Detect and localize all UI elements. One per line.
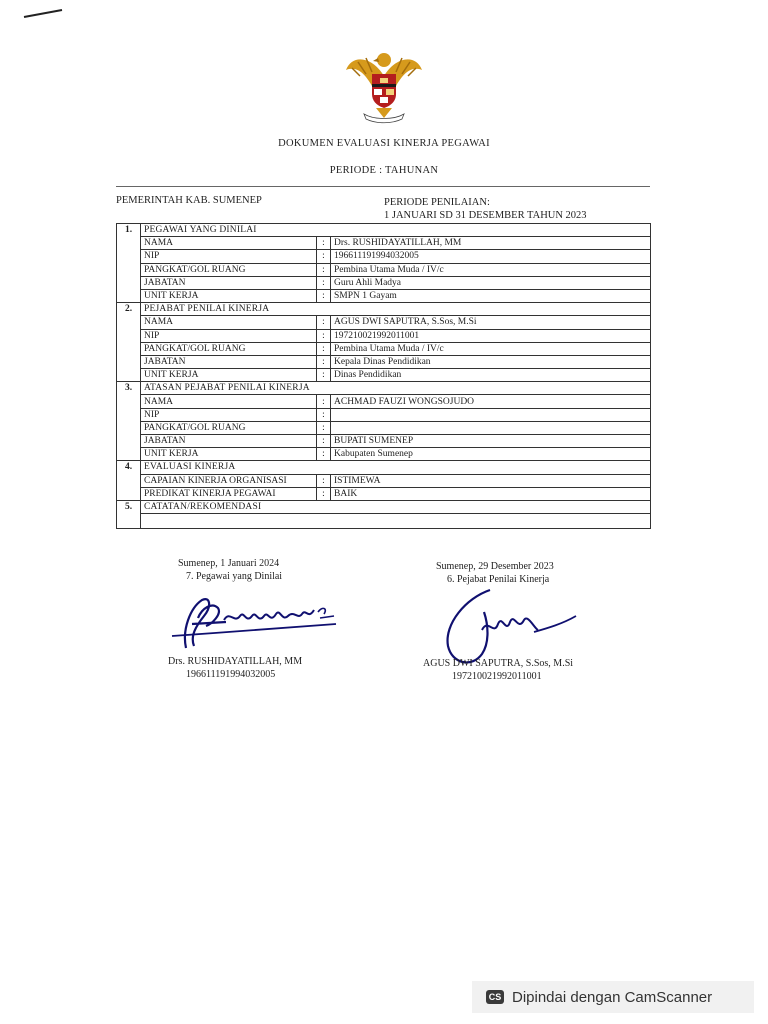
table-row <box>117 395 651 408</box>
section-header <box>117 500 651 513</box>
field-value: SMPN 1 Gayam <box>331 289 651 302</box>
field-value: Pembina Utama Muda / IV/c <box>331 263 651 276</box>
field-label: CAPAIAN KINERJA ORGANISASI <box>141 474 317 487</box>
section-number: 2. <box>117 303 141 382</box>
colon-separator: : <box>317 342 331 355</box>
field-label: UNIT KERJA <box>141 289 317 302</box>
colon-separator: : <box>317 237 331 250</box>
colon-separator: : <box>317 448 331 461</box>
field-value <box>331 421 651 434</box>
section-header <box>117 461 651 474</box>
table-row <box>117 276 651 289</box>
table-row <box>117 250 651 263</box>
colon-separator: : <box>317 355 331 368</box>
colon-separator: : <box>317 408 331 421</box>
evaluation-table <box>116 223 651 529</box>
field-value <box>331 408 651 421</box>
garuda-emblem-icon <box>342 46 426 124</box>
table-row <box>117 289 651 302</box>
right-signatory-nip: 197210021992011001 <box>452 671 542 682</box>
field-value: Pembina Utama Muda / IV/c <box>331 342 651 355</box>
document-title: DOKUMEN EVALUASI KINERJA PEGAWAI <box>278 138 490 149</box>
field-value: AGUS DWI SAPUTRA, S.Sos, M.Si <box>331 316 651 329</box>
left-handwritten-signature <box>168 590 340 654</box>
table-row <box>117 487 651 500</box>
section-number: 4. <box>117 461 141 501</box>
section-title: ATASAN PEJABAT PENILAI KINERJA <box>141 382 651 395</box>
field-value: Kabupaten Sumenep <box>331 448 651 461</box>
table-row <box>117 316 651 329</box>
field-label: NAMA <box>141 395 317 408</box>
table-row <box>117 421 651 434</box>
table-row <box>117 369 651 382</box>
notes-field <box>141 514 651 529</box>
colon-separator: : <box>317 276 331 289</box>
assessment-period-label: PERIODE PENILAIAN: <box>384 197 490 208</box>
camscanner-logo-icon: CS <box>486 990 504 1004</box>
header-divider <box>116 186 650 187</box>
section-number: 3. <box>117 382 141 461</box>
table-row <box>117 355 651 368</box>
section-header <box>117 303 651 316</box>
field-label: UNIT KERJA <box>141 448 317 461</box>
field-label: NIP <box>141 250 317 263</box>
section-title: PEGAWAI YANG DINILAI <box>141 224 651 237</box>
field-label: NAMA <box>141 316 317 329</box>
table-row <box>117 408 651 421</box>
right-signature-role: 6. Pejabat Penilai Kinerja <box>447 574 550 585</box>
camscanner-text: Dipindai dengan CamScanner <box>512 988 713 1006</box>
field-label: PANGKAT/GOL RUANG <box>141 421 317 434</box>
field-value: ACHMAD FAUZI WONGSOJUDO <box>331 395 651 408</box>
field-value: 196611191994032005 <box>331 250 651 263</box>
table-row <box>117 474 651 487</box>
field-value: Kepala Dinas Pendidikan <box>331 355 651 368</box>
table-row <box>117 329 651 342</box>
right-signature-date: Sumenep, 29 Desember 2023 <box>436 561 554 572</box>
left-signatory-name: Drs. RUSHIDAYATILLAH, MM <box>168 656 303 667</box>
colon-separator: : <box>317 289 331 302</box>
field-value: 197210021992011001 <box>331 329 651 342</box>
field-label: PREDIKAT KINERJA PEGAWAI <box>141 487 317 500</box>
colon-separator: : <box>317 435 331 448</box>
period-type: PERIODE : TAHUNAN <box>329 165 439 176</box>
field-label: PANGKAT/GOL RUANG <box>141 342 317 355</box>
colon-separator: : <box>317 263 331 276</box>
colon-separator: : <box>317 369 331 382</box>
government-name: PEMERINTAH KAB. SUMENEP <box>116 195 262 206</box>
field-label: JABATAN <box>141 276 317 289</box>
colon-separator: : <box>317 329 331 342</box>
colon-separator: : <box>317 395 331 408</box>
assessment-period <box>384 196 587 222</box>
section-title: EVALUASI KINERJA <box>141 461 651 474</box>
left-signature-date: Sumenep, 1 Januari 2024 <box>178 558 280 569</box>
section-number: 1. <box>117 224 141 303</box>
table-row <box>117 342 651 355</box>
right-signatory-name: AGUS DWI SAPUTRA, S.Sos, M.Si <box>423 658 574 669</box>
pen-mark <box>22 6 64 20</box>
table-row <box>117 237 651 250</box>
field-label: PANGKAT/GOL RUANG <box>141 263 317 276</box>
colon-separator: : <box>317 421 331 434</box>
field-value: ISTIMEWA <box>331 474 651 487</box>
section-title: PEJABAT PENILAI KINERJA <box>141 303 651 316</box>
field-label: UNIT KERJA <box>141 369 317 382</box>
field-value: Guru Ahli Madya <box>331 276 651 289</box>
field-label: NAMA <box>141 237 317 250</box>
section-title: CATATAN/REKOMENDASI <box>141 500 651 513</box>
section-header <box>117 224 651 237</box>
colon-separator: : <box>317 250 331 263</box>
section-header <box>117 382 651 395</box>
assessment-period-value: 1 JANUARI SD 31 DESEMBER TAHUN 2023 <box>384 210 587 221</box>
field-label: JABATAN <box>141 355 317 368</box>
table-row <box>117 263 651 276</box>
left-signature-role: 7. Pegawai yang Dinilai <box>186 571 283 582</box>
field-value: BUPATI SUMENEP <box>331 435 651 448</box>
field-value: BAIK <box>331 487 651 500</box>
table-row <box>117 435 651 448</box>
camscanner-watermark <box>472 981 754 1013</box>
table-row <box>117 448 651 461</box>
colon-separator: : <box>317 316 331 329</box>
field-value: Dinas Pendidikan <box>331 369 651 382</box>
section-number: 5. <box>117 500 141 528</box>
notes-row <box>117 514 651 529</box>
colon-separator: : <box>317 487 331 500</box>
left-signatory-nip: 196611191994032005 <box>186 669 276 680</box>
field-label: NIP <box>141 329 317 342</box>
field-label: NIP <box>141 408 317 421</box>
colon-separator: : <box>317 474 331 487</box>
field-label: JABATAN <box>141 435 317 448</box>
field-value: Drs. RUSHIDAYATILLAH, MM <box>331 237 651 250</box>
